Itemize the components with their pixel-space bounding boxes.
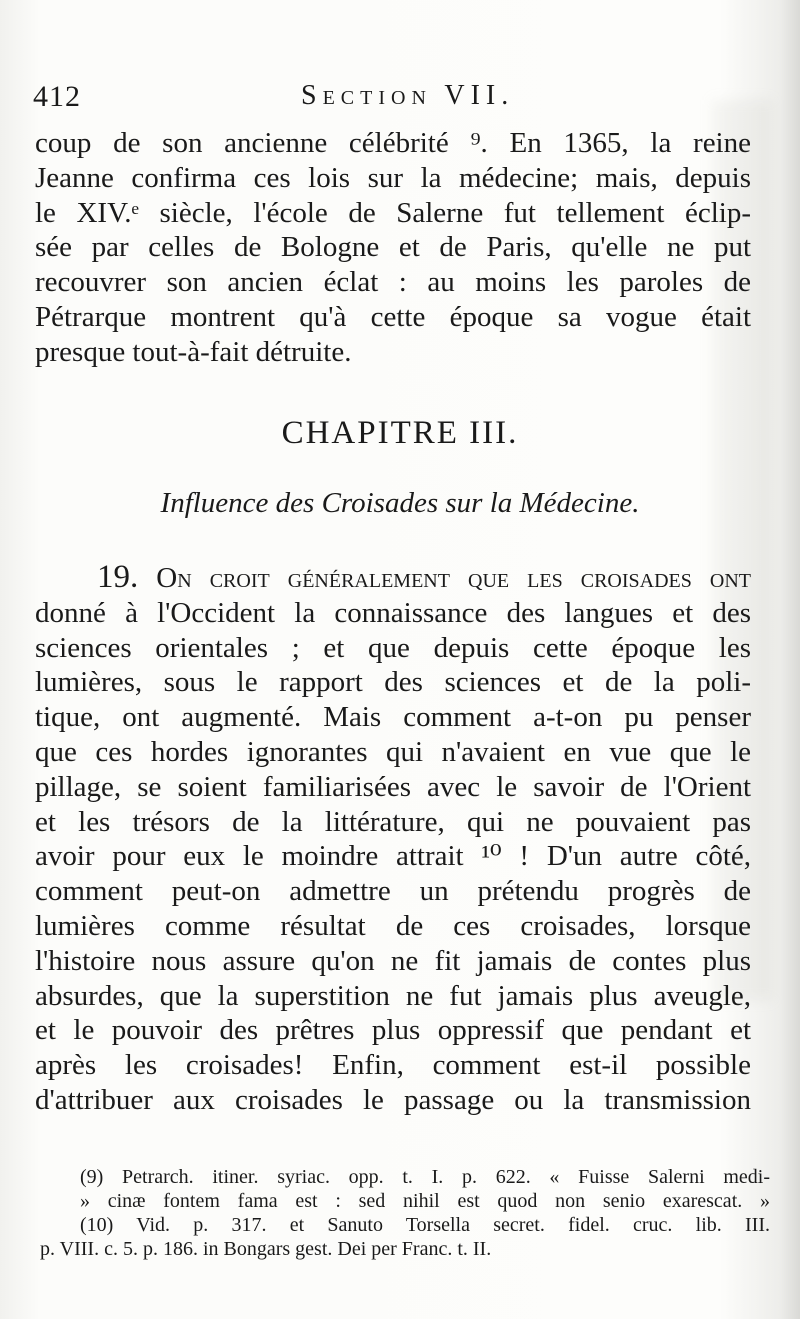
text-line: coup de son ancienne célébrité ⁹. En 1365, la reine	[35, 127, 751, 159]
page-number: 412	[33, 80, 81, 113]
text-line: sciences orientales ; et que depuis cette époque les	[35, 631, 751, 664]
text-line: On croit généralement que les croisades ont	[156, 562, 752, 594]
text-line: presque tout-à-fait détruite.	[35, 335, 352, 368]
text-line: avoir pour eux le moindre attrait ¹⁰ ! D'un autre côté,	[35, 840, 751, 873]
footnote-line: (9) Petrarch. itiner. syriac. opp. t. I. p. 622. « Fuisse Salerni medi-	[80, 1166, 770, 1188]
text-line: sée par celles de Bologne et de Paris, qu'elle ne put	[35, 231, 751, 264]
text-line: après les croisades! Enfin, comment est-il possible	[35, 1049, 751, 1082]
text-line: comment peut-on admettre un prétendu progrès de	[35, 875, 751, 908]
text-line: Jeanne confirma ces lois sur la médecine; mais, depuis	[35, 161, 751, 194]
chapter-subtitle: Influence des Croisades sur la Médecine.	[160, 487, 640, 519]
text-line: recouvrer son ancien éclat : au moins les paroles de	[35, 266, 751, 299]
text-line: donné à l'Occident la connaissance des langues et des	[35, 596, 751, 629]
text-line: Pétrarque montrent qu'à cette époque sa vogue était	[35, 300, 751, 333]
paragraph-19	[35, 560, 751, 1118]
text-line-first	[35, 560, 751, 596]
text-line: lumières, sous le rapport des sciences et de la poli-	[35, 666, 751, 699]
text-line: pillage, se soient familiarisées avec le savoir de l'Orient	[35, 770, 751, 803]
text-line: lumières comme résultat de ces croisades, lorsque	[35, 909, 751, 942]
text-line: le XIV.ᵉ siècle, l'école de Salerne fut tellement éclip-	[35, 196, 751, 229]
text-line: et les trésors de la littérature, qui ne pouvaient pas	[35, 805, 751, 838]
footnote-line: (10) Vid. p. 317. et Sanuto Torsella secret. fidel. cruc. lib. III.	[80, 1214, 770, 1236]
text-line: et le pouvoir des prêtres plus oppressif que pendant et	[35, 1014, 751, 1047]
footnote-line: » cinæ fontem fama est : sed nihil est quod non senio exarescat. »	[80, 1190, 770, 1212]
text-line: absurdes, que la superstition ne fut jamais plus aveugle,	[35, 979, 751, 1012]
footnotes	[40, 1165, 770, 1261]
text-line: d'attribuer aux croisades le passage ou la transmission	[35, 1083, 751, 1116]
section-title: Section VII.	[301, 80, 515, 111]
text-line: tique, ont augmenté. Mais comment a-t-on pu penser	[35, 701, 751, 734]
paragraph-continued	[35, 126, 751, 370]
page-header	[33, 80, 773, 120]
footnote-line: p. VIII. c. 5. p. 186. in Bongars gest. Dei per Franc. t. II.	[40, 1238, 492, 1260]
text-line: que ces hordes ignorantes qui n'avaient en vue que le	[35, 735, 751, 768]
paragraph-number: 19.	[97, 559, 139, 595]
chapter-title: CHAPITRE III.	[281, 415, 519, 451]
text-line: l'histoire nous assure qu'on ne fit jamais de contes plus	[35, 944, 751, 977]
